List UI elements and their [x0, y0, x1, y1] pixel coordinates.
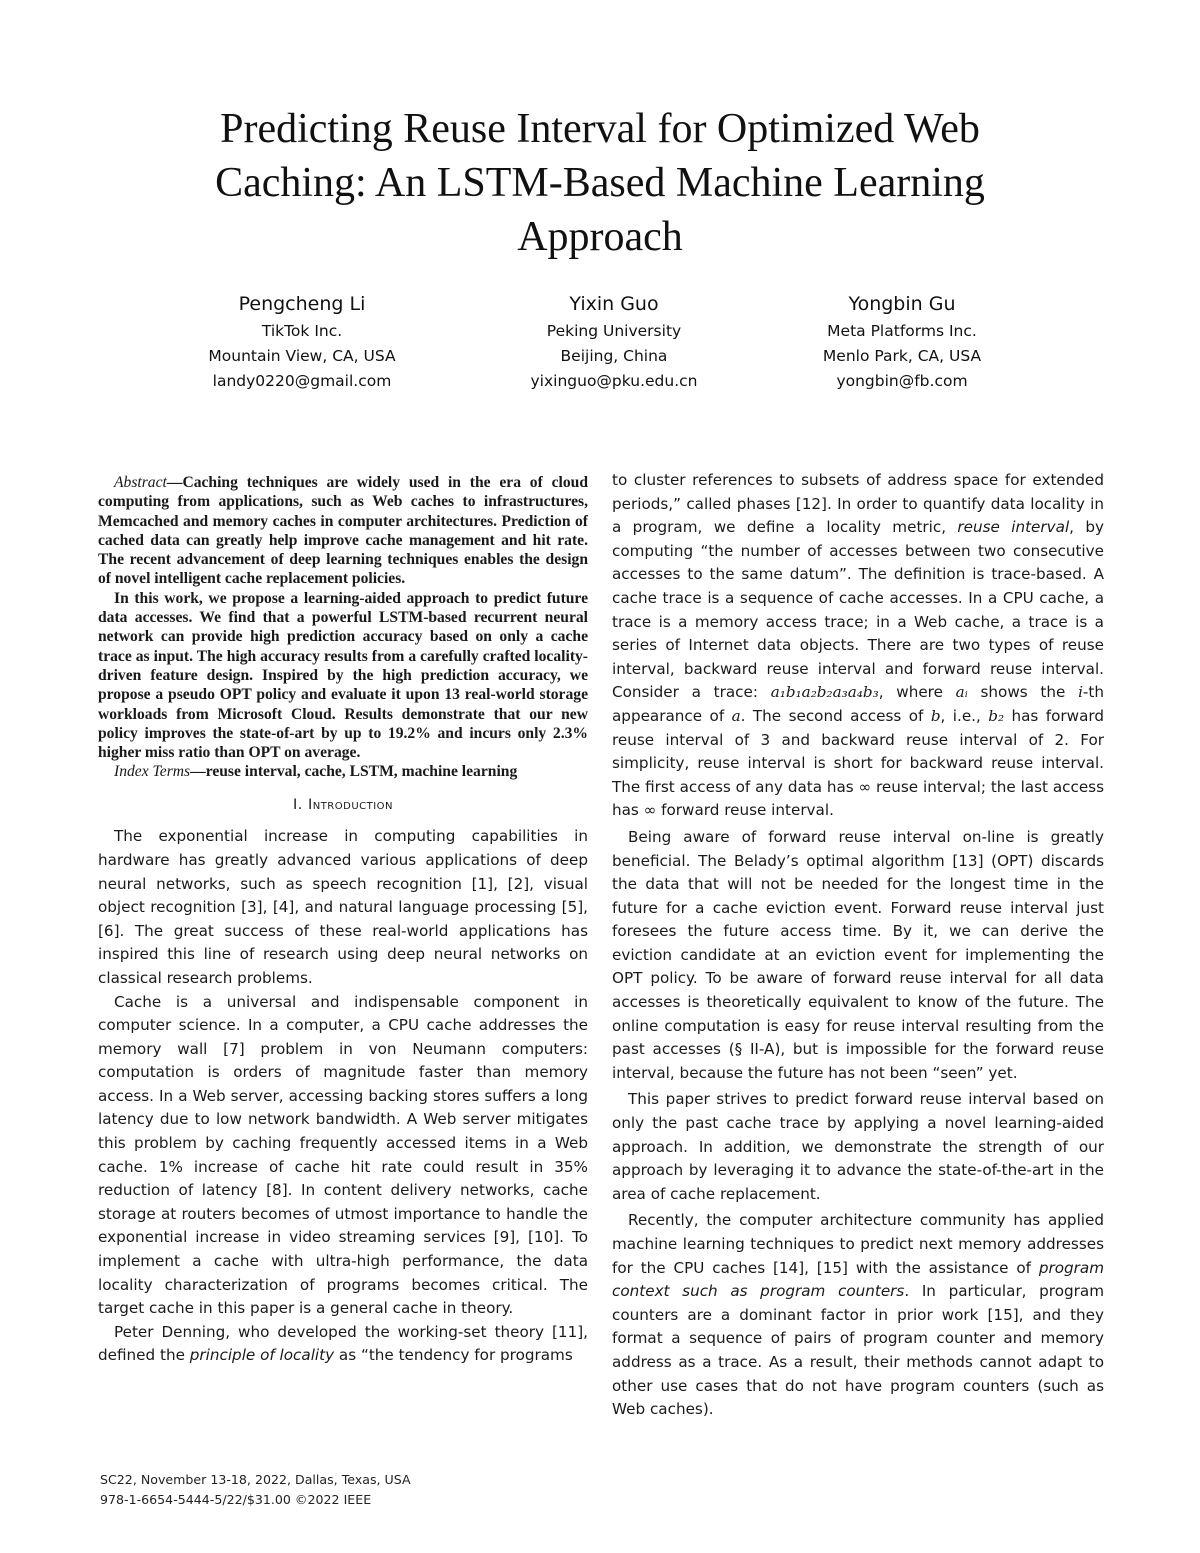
page-footer [100, 1470, 600, 1510]
title-line-1: Predicting Reuse Interval for Optimized Web [220, 106, 980, 152]
text-run: . The second access of [740, 706, 931, 725]
emphasis-reuse-interval: reuse interval [957, 518, 1070, 537]
author-block-2 [464, 291, 764, 394]
author-name: Pengcheng Li [238, 293, 366, 315]
text-run: Recently, the computer architecture community has applied machine learning techniques to predict next memory addresses for the CPU caches [14], [15] with the assistance of [612, 1211, 1104, 1277]
emphasis-principle-of-locality: principle of locality [189, 1346, 335, 1365]
abstract-text-2: In this work, we propose a learning-aided approach to predict future data accesses. We find that a powerful LSTM-based recurrent neural network can provide high prediction accuracy based on only a cache trace as input. The high accuracy results from a carefully crafted locality-driven feature design. Inspired by the high prediction accuracy, we propose a pseudo OPT policy and evaluate it upon 13 real-world storage workloads from Microsoft Cloud. Results demonstrate that our new policy improves the state-of-art by up to 19.2% and incurs only 2.3% higher miss ratio than OPT on average. [98, 589, 588, 762]
intro-paragraph-3 [98, 1321, 588, 1368]
text-run: Peter Denning, who developed the working-set theory [11], defined the [98, 1322, 588, 1365]
section-heading-introduction [98, 794, 588, 818]
author-name: Yixin Guo [569, 293, 659, 315]
author-email: yixinguo@pku.edu.cn [530, 372, 698, 390]
intro-paragraph-6 [612, 1209, 1104, 1421]
paper-title [100, 102, 1100, 264]
right-column [612, 469, 1104, 1422]
intro-paragraph-1: The exponential increase in computing capabilities in hardware has greatly advanced various applications of deep neural networks, such as speech recognition [1], [2], visual object recognition [3], [4], and natural language processing [5], [6]. The great success of these real-world applications has inspired this line of research using deep neural networks on classical research problems. [98, 827, 588, 987]
author-block-3 [752, 291, 1052, 394]
index-terms-label: Index Terms [114, 763, 191, 781]
intro-paragraph-5: This paper strives to predict forward reuse interval based on only the past cache trace by applying a novel learning-aided approach. In addition, we demonstrate the strength of our approach by leveraging it to advance the state-of-the-art in the area of cache replacement. [612, 1090, 1104, 1203]
abstract-para-2 [98, 589, 588, 763]
text-run: shows the [967, 683, 1079, 702]
left-column [98, 473, 588, 1368]
copyright-info: 978-1-6654-5444-5/22/$31.00 ©2022 IEEE [100, 1492, 372, 1507]
math-a-i: aᵢ [955, 683, 968, 702]
abstract-para-1 [98, 473, 588, 589]
math-trace: a₁b₁a₂b₂a₃a₄b₃ [770, 683, 879, 702]
author-location: Mountain View, CA, USA [208, 347, 396, 365]
author-affiliation: Meta Platforms Inc. [827, 322, 977, 340]
index-terms [98, 762, 588, 781]
conference-info: SC22, November 13-18, 2022, Dallas, Texas, USA [100, 1472, 411, 1487]
text-run: -th appearance of [612, 683, 1104, 725]
text-run: has forward reuse interval of 3 and backward reuse interval of 2. For simplicity, reuse interval is short for backward reuse interval. The first access of any data has ∞ reuse interval; the last access has ∞ forward reuse interval. [612, 706, 1104, 820]
text-run: , by computing “the number of accesses between two consecutive accesses to the same datum”. The definition is trace-based. A cache trace is a sequence of cache accesses. In a CPU cache, a trace is a memory access trace; in a Web cache, a trace is a series of Internet data objects. There are two types of reuse interval, backward reuse interval and forward reuse interval. Consider a trace: [612, 518, 1104, 702]
section-number: I. [292, 796, 303, 813]
math-a: a [731, 706, 741, 725]
index-terms-text: —reuse interval, cache, LSTM, machine learning [190, 763, 518, 781]
intro-paragraph-4: Being aware of forward reuse interval on-line is greatly beneficial. The Belady’s optimal algorithm [13] (OPT) discards the data that will not be needed for the longest time in the future for a cache eviction event. Forward reuse interval just foresees the future access time. By it, we can derive the eviction candidate at an eviction event for implementing the OPT policy. To be aware of forward reuse interval for all data accesses is theoretically equivalent to know of the future. The online computation is easy for reuse interval resulting from the past accesses (§ II-A), but is impossible for the forward reuse interval, because the future has not been “seen” yet. [612, 827, 1104, 1082]
math-i: i [1078, 683, 1083, 702]
author-affiliation: TikTok Inc. [261, 322, 343, 340]
author-email: yongbin@fb.com [836, 372, 968, 390]
math-b: b [930, 706, 941, 725]
author-location: Menlo Park, CA, USA [822, 347, 982, 365]
text-run: to cluster references to subsets of address space for extended periods,” called phases [12]. In order to quantify data locality in a program, we define a locality metric, [612, 471, 1104, 537]
math-b-2: b₂ [988, 706, 1005, 725]
title-line-3: Approach [517, 214, 683, 260]
author-email: landy0220@gmail.com [212, 372, 392, 390]
abstract [98, 473, 588, 782]
author-location: Beijing, China [560, 347, 668, 365]
text-run: . In particular, program counters are a dominant factor in prior work [15], and they format a sequence of pairs of program counter and memory address as a trace. As a result, their methods cannot adapt to other use cases that do not have program counters (such as Web caches). [612, 1282, 1104, 1419]
author-block-1 [152, 291, 452, 394]
intro-paragraph-2: Cache is a universal and indispensable component in computer science. In a computer, a CPU cache addresses the memory wall [7] problem in von Neumann computers: computation is orders of magnitude faster than memory access. In a Web server, accessing backing stores suffers a long latency due to low network bandwidth. A Web server mitigates this problem by caching frequently accessed items in a Web cache. 1% increase of cache hit rate could result in 35% reduction of latency [8]. In content delivery networks, cache storage at routers becomes of utmost importance to handle the exponential increase in video streaming services [9], [10]. To implement a cache with ultra-high performance, the data locality characterization of programs becomes critical. The target cache in this paper is a general cache in theory. [98, 992, 588, 1318]
text-run: as “the tendency for programs [334, 1346, 573, 1365]
emphasis-program-context: program context such as program counters [612, 1258, 1104, 1301]
section-title: Introduction [307, 796, 394, 813]
abstract-text-1: —Caching techniques are widely used in the era of cloud computing from applications, such as Web caches to infrastructures, Memcached and memory caches in computer architectures. Prediction of cached data can greatly help improve cache management and hit rate. The recent advancement of deep learning techniques enables the design of novel intelligent cache replacement policies. [98, 474, 588, 588]
title-line-2: Caching: An LSTM-Based Machine Learning [215, 160, 985, 206]
intro-paragraph-3-continued [612, 469, 1104, 823]
text-run: , i.e., [940, 706, 989, 725]
abstract-label: Abstract [114, 474, 167, 491]
author-affiliation: Peking University [546, 322, 682, 340]
text-run: , where [878, 683, 956, 702]
author-name: Yongbin Gu [848, 293, 956, 315]
